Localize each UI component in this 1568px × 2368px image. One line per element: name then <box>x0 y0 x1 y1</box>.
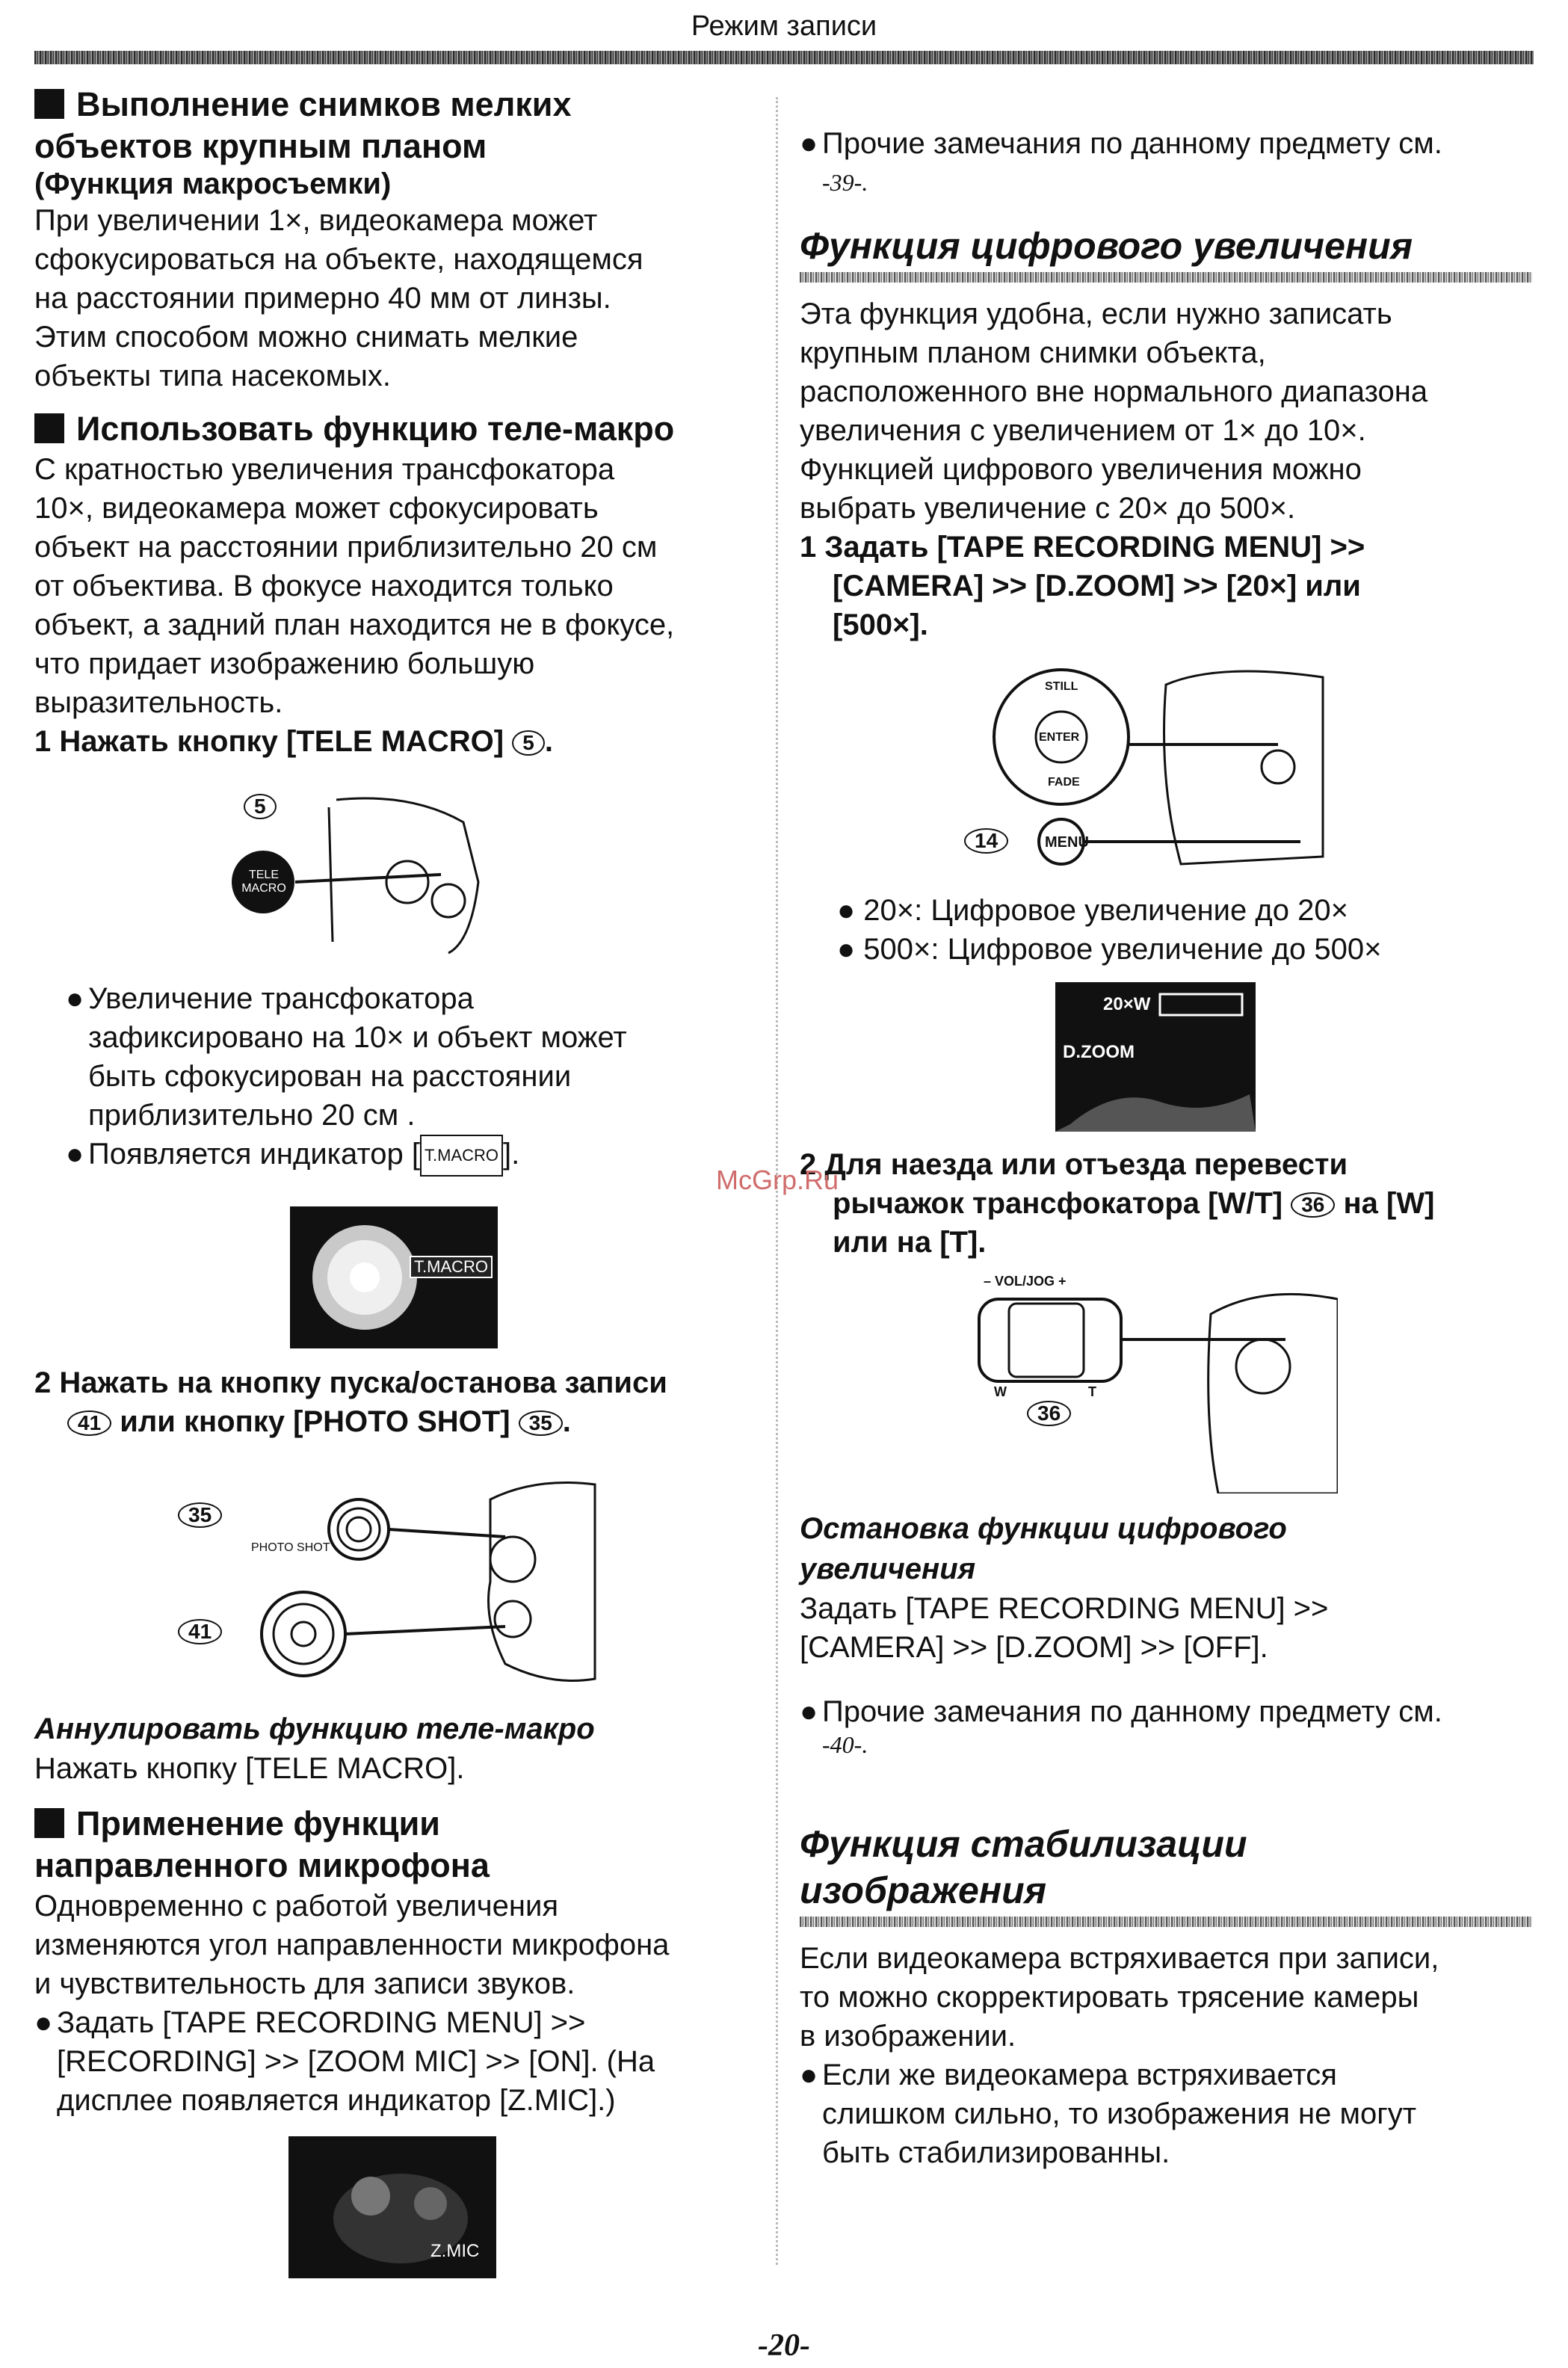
micro-title: Применение функции <box>34 1803 759 1845</box>
telemacro-section <box>34 408 759 761</box>
square-bullet-icon <box>34 1808 64 1838</box>
cancel-telemacro-body: Нажать кнопку [TELE MACRO]. <box>34 1752 465 1785</box>
title-rule <box>800 1917 1532 1927</box>
callout-number: 41 <box>178 1619 222 1644</box>
callout-number: 5 <box>512 730 545 756</box>
dzoom-body: Эта функция удобна, если нужно записать крупным планом снимки объекта, расположенного вне нормального диапазона увеличения с увеличением от 1× до 10×. Функцией цифрового увеличения можно выбрать увеличение с 20× до 500×. <box>800 297 1428 525</box>
dzoom-options: ● 20×: Цифровое увеличение до 20× ● 500×: Цифровое увеличение до 500× <box>837 894 1382 966</box>
macro-section <box>34 84 752 395</box>
dzoom-lcd-image <box>1055 982 1256 1132</box>
square-bullet-icon <box>34 413 64 443</box>
callout-number: 14 <box>964 828 1008 854</box>
still-label: STILL <box>1045 680 1078 693</box>
dzoom-lcd-bottom: D.ZOOM <box>1063 1042 1135 1062</box>
callout-number: 5 <box>244 794 277 819</box>
telemacro-step2: 2 Нажать на кнопку пуска/останова записи 41 или кнопку [PHOTO SHOT] 35 . <box>34 1366 667 1438</box>
watermark: McGrp.Ru <box>716 1165 839 1195</box>
right-top-note: ● Прочие замечания по данному предмету см. -39-. <box>800 124 1540 202</box>
callout-number: 35 <box>519 1410 563 1436</box>
callout-number: 36 <box>1291 1192 1335 1218</box>
cancel-telemacro-title: Аннулировать функцию теле-макро <box>34 1712 595 1745</box>
dzoom-stop-note: ● Прочие замечания по данному предмету см. <box>800 1695 1442 1728</box>
zmic-lcd-image <box>288 2136 496 2278</box>
callout-number: 41 <box>67 1410 111 1436</box>
zmic-lcd-label: Z.MIC <box>430 2241 480 2261</box>
callout-number: 36 <box>1027 1401 1071 1426</box>
enter-label: ENTER <box>1039 731 1080 744</box>
callout-number: 35 <box>178 1502 222 1528</box>
telemacro-figure <box>224 792 493 957</box>
tmacro-indicator: T.MACRO <box>420 1135 503 1177</box>
page-header: Режим записи <box>691 10 877 42</box>
macro-title: Выполнение снимков мелких <box>34 84 752 126</box>
square-bullet-icon <box>34 89 64 119</box>
micro-section <box>34 1803 759 2120</box>
stab-bullet: ● Если же видеокамера встряхивается слишком сильно, то изображения не могут быть стабилизированны. <box>800 2059 1417 2169</box>
tele-macro-button-label: TELE MACRO <box>241 869 286 895</box>
zoom-lever-figure <box>964 1269 1338 1493</box>
macro-subtitle: (Функция макросъемки) <box>34 167 392 200</box>
dzoom-stop-title: Остановка функции цифрового увеличения <box>800 1512 1287 1585</box>
telemacro-title: Использовать функцию теле-макро <box>34 408 759 450</box>
fade-label: FADE <box>1048 776 1080 789</box>
dzoom-section <box>800 223 1532 644</box>
page-ref: -40-. <box>822 1731 868 1758</box>
page-number: -20- <box>758 2328 810 2363</box>
macro-title-line2: объектов крупным планом <box>34 127 487 165</box>
dzoom-stop <box>800 1508 1532 1759</box>
stab-section <box>800 1821 1532 2172</box>
stab-title: Функция стабилизации изображения <box>800 1823 1247 1911</box>
macro-body: При увеличении 1×, видеокамера может сфокусироваться на объекте, находящемся на расстоянии примерно 40 мм от линзы. Этим способом можно снимать мелкие объекты типа насекомых. <box>34 204 643 392</box>
cancel-telemacro <box>34 1709 752 1788</box>
tmacro-lcd-image <box>290 1206 498 1348</box>
micro-title-line2: направленного микрофона <box>34 1846 490 1884</box>
stab-body: Если видеокамера встряхивается при записи, то можно скорректировать трясение камеры в изображении. <box>800 1942 1439 2053</box>
vol-jog-label: – VOL/JOG + <box>984 1274 1067 1289</box>
title-rule <box>800 272 1532 283</box>
telemacro-step1: 1 Нажать кнопку [TELE MACRO] 5 . <box>34 725 553 758</box>
t-label: T <box>1088 1384 1096 1399</box>
menu-controls-figure <box>964 662 1330 872</box>
micro-body: Одновременно с работой увеличения изменяются угол направленности микрофона и чувствительность для записи звуков. <box>34 1890 670 2000</box>
dzoom-stop-body: Задать [TAPE RECORDING MENU] >> [CAMERA] >> [D.ZOOM] >> [OFF]. <box>800 1592 1329 1664</box>
header-rule <box>34 51 1534 64</box>
dzoom-step1: 1 Задать [TAPE RECORDING MENU] >> [CAMERA] >> [D.ZOOM] >> [20×] или [500×]. <box>800 531 1365 641</box>
micro-bullet: ● Задать [TAPE RECORDING MENU] >> [RECORDING] >> [ZOOM MIC] >> [ON]. (На дисплее появляется индикатор [Z.MIC].) <box>34 2006 655 2117</box>
record-buttons-figure <box>176 1470 602 1694</box>
dzoom-title: Функция цифрового увеличения <box>800 225 1413 267</box>
dzoom-lcd-top: 20×W <box>1103 994 1151 1014</box>
w-label: W <box>994 1384 1007 1399</box>
photo-shot-label: PHOTO SHOT <box>251 1541 330 1554</box>
telemacro-bullets: ● Увеличение трансфокатора зафиксировано на 10× и объект может быть сфокусирован на расстоянии приблизительно 20 см . ● Появляется индикатор [ T.MACRO ]. <box>66 979 738 1177</box>
menu-label: MENU <box>1045 834 1089 851</box>
page-ref: -39-. <box>822 169 868 196</box>
dzoom-step2: 2 Для наезда или отъезда перевести рычажок трансфокатора [W/T] 36 на [W] или на [T]. <box>800 1148 1435 1259</box>
tmacro-lcd-label: T.MACRO <box>410 1256 493 1278</box>
telemacro-body: С кратностью увеличения трансфокатора 10×, видеокамера может сфокусировать объект на расстоянии приблизительно 20 см от объектива. В фокусе находится только объект, а задний план находится не в фокусе, что придает изображению большую выразительность. <box>34 453 675 719</box>
